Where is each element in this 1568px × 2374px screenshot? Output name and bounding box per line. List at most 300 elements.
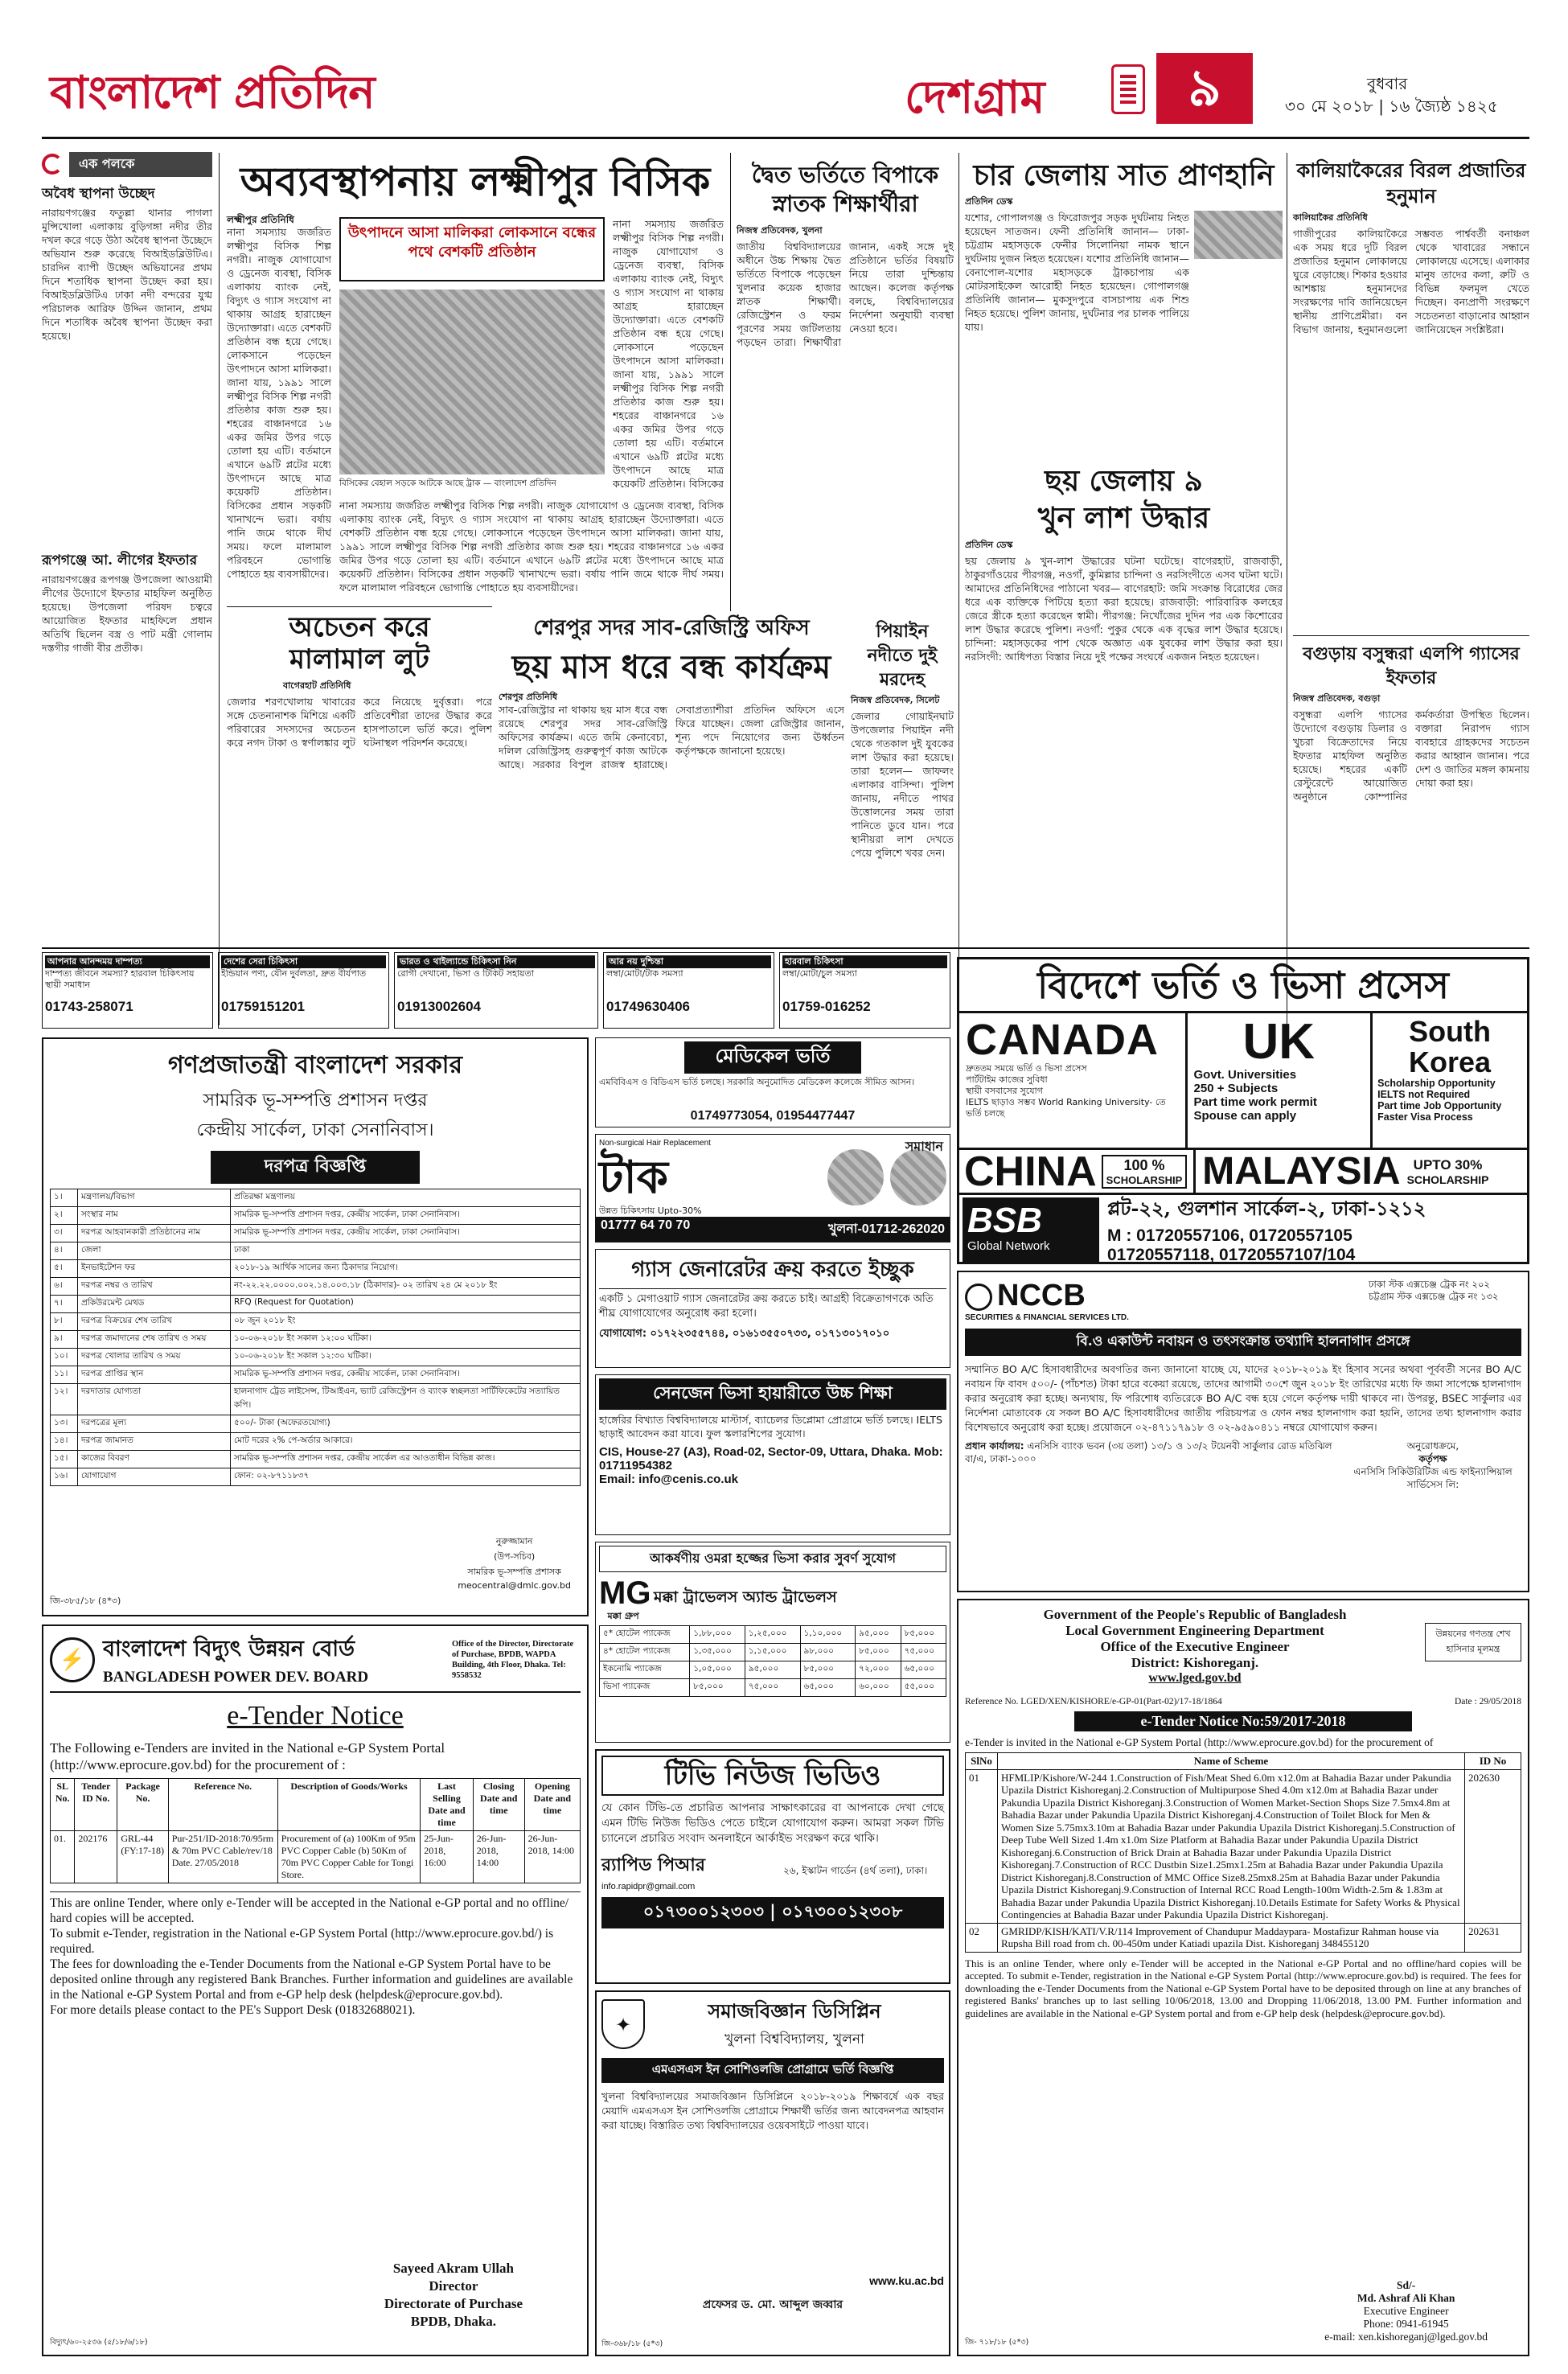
sign-request: অনুরোধক্রমে,	[1406, 1440, 1459, 1452]
tak-phone: 01777 64 70 70	[601, 1218, 691, 1232]
malaysia-sch-pct: UPTO 30%	[1413, 1156, 1483, 1173]
article-byline: শেরপুর প্রতিনিধি	[499, 692, 558, 702]
article-headline: দ্বৈত ভর্তিতে বিপাকে স্নাতক শিক্ষার্থীরা	[751, 162, 939, 217]
article-bisic	[227, 153, 724, 603]
table-header: Closing Date and time	[473, 1779, 524, 1831]
malaysia-scholarship	[1407, 1157, 1489, 1186]
classified-phone: 01913002604	[397, 999, 482, 1014]
classified-title: ভারত ও থাইল্যান্ডে চিকিৎসা নিন	[397, 955, 595, 968]
table-cell: Procurement of (a) 100Km of 95m PVC Copper Cable (b) 50Km of 70m PVC Copper Cable for Tongi Store.	[277, 1831, 420, 1883]
ku-signer: প্রফেসর ড. মো. আব্দুল জব্বার	[702, 2298, 844, 2311]
signer-email: meocentral@dmlc.gov.bd	[458, 1580, 571, 1591]
table-cell: 25-Jun-2018, 16:00	[421, 1831, 473, 1883]
china-sch-pct: 100 %	[1123, 1156, 1165, 1173]
table-cell: দরপত্র আহবানকারী প্রতিষ্ঠানের নাম	[78, 1225, 231, 1242]
page-number: ৯	[1156, 53, 1253, 124]
tvnews-body: যে কোন টিভি-তে প্রচারিত আপনার সাক্ষাৎকারের বা আপনাকে দেখা গেছে এমন টিভি নিউজ ভিডিও পেতে চাইলে যোগাযোগ করুন। আমরা সকল টিভি চ্যানেলে প্রচারিত সংবাদ অনলাইনে আর্কাইভ সংরক্ষণ করে থাকি।	[601, 1801, 944, 1845]
classified-body: রোগী দেখানো, ভিসা ও টিকিট সহায়তা	[397, 968, 534, 979]
china-label: CHINA	[964, 1148, 1097, 1195]
china-sch-label: SCHOLARSHIP	[1106, 1173, 1183, 1186]
table-cell: ৮৫,০০০	[856, 1644, 901, 1661]
schengen-visa-ad[interactable]	[595, 1374, 950, 1535]
table-cell: ৫৫,০০০	[901, 1679, 946, 1697]
table-cell: সামরিক ভূ-সম্পত্তি প্রশাসন দপ্তর, কেন্দ্রীয় সার্কেল এর আওতাধীন বিভিন্ন কাজ।	[231, 1451, 581, 1468]
hajj-company: মক্কা ট্রাভেলস অ্যান্ড ট্রাভেলস	[654, 1588, 837, 1606]
sidebar-item-body: নারায়ণগঞ্জের ফতুল্লা থানার পাগলা মুন্সিখোলা এলাকায় বুড়িগঙ্গা নদীর তীর দখল করে গড়ে উঠা অবৈধ স্থাপনা উচ্ছেদে অভিযান শুরু করেছে বিআইডব্লিউটিএ। চারদিন ব্যাপী উচ্ছেদ অভিযানের প্রথম দিনে শতাধিক স্থাপনা উচ্ছেদ করা হয়। বিআইডব্লিউটিএ ঢাকা নদী বন্দরের যুগ্ম পরিচালক আরিফ উদ্দিন জানান, প্রথম দিনে শতাধিক অবৈধ স্থাপনা উচ্ছেদ করা হয়েছে।	[42, 207, 212, 342]
table-cell: ১,৮৮,০০০	[690, 1626, 745, 1644]
korea-label: South	[1409, 1015, 1492, 1048]
table-cell: যোগাযোগ	[78, 1468, 231, 1486]
table-cell: ৩।	[51, 1225, 78, 1242]
table-cell: RFQ (Request for Quotation)	[231, 1296, 581, 1313]
tvnews-phone: ০১৭৩০০১২৩০৩ | ০১৭৩০০১২৩০৮	[601, 1897, 944, 1928]
lged-badge: উন্নয়নের গণতন্ত্র শেখ হাসিনার মূলমন্ত্র	[1425, 1623, 1521, 1661]
table-row	[51, 1831, 581, 1883]
bpdb-note: This are online Tender, where only e-Tender will be accepted in the National e-GP portal and no offline/ hard copies will be accepted.	[50, 1896, 569, 1925]
table-cell: হালনাগাদ ট্রেড লাইসেন্স, টিআইএন, ভ্যাট রেজিস্ট্রেশন ও ব্যাংক স্বচ্ছলতা সার্টিফিকেটের সত্যায়িত কপি।	[231, 1384, 581, 1415]
table-cell: ১০-০৬-২০১৮ ইং সকাল ১২:৩০ ঘটিকা।	[231, 1349, 581, 1366]
article-byline: নিজস্ব প্রতিবেদক, বগুড়া	[1293, 693, 1381, 704]
tender-title: দরপত্র বিজ্ঞপ্তি	[211, 1151, 420, 1184]
table-cell: ৯।	[51, 1331, 78, 1349]
table-cell: ৭।	[51, 1296, 78, 1313]
ku-banner: এমএসএস ইন সোশিওলজি প্রোগ্রামে ভর্তি বিজ্ঞপ্তি	[601, 2058, 944, 2083]
medical-body: এমবিবিএস ও বিডিএস ভর্তি চলছে। সরকারি অনুমোদিত মেডিকেল কলেজে সীমিত আসন।	[599, 1077, 915, 1087]
lged-intro: e-Tender is invited in the National e-GP System Portal (http://www.eprocure.gov.bd) for the procurement of	[965, 1736, 1434, 1748]
table-cell: ৪।	[51, 1242, 78, 1260]
table-cell: দরপত্র জামানত	[78, 1433, 231, 1451]
table-cell: 26-Jun-2018, 14:00	[524, 1831, 580, 1883]
table-row	[600, 1679, 946, 1697]
uk-point: Spouse can apply	[1193, 1109, 1297, 1123]
ad-phone: 01720557118, 01720557107/104	[1107, 1246, 1356, 1264]
table-header: Description of Goods/Works	[277, 1779, 420, 1831]
classified-body: লম্বা/মোটা/চুল সমস্যা	[782, 968, 857, 979]
article-photo	[339, 290, 605, 474]
article-headline: ছয় মাস ধরে বন্ধ কার্যক্রম	[511, 648, 831, 686]
lged-header: District: Kishoreganj.	[1131, 1655, 1259, 1670]
ad-title: বিদেশে ভর্তি ও ভিসা প্রসেস	[959, 959, 1527, 1013]
bpdb-intro: The Following e-Tenders are invited in the National e-GP System Portal (http://www.eprocure.gov.bd) for the procurement of :	[50, 1740, 445, 1772]
bpdb-ref: বিদ্যুৎ/৬০-২৫৩৬ (৫/১৮/৬/১৮)	[50, 2338, 148, 2347]
table-row	[51, 1260, 581, 1278]
table-row	[51, 1296, 581, 1313]
table-cell: ১৩।	[51, 1415, 78, 1433]
table-cell: ৮।	[51, 1313, 78, 1331]
nccb-logo-text: NCCB	[997, 1279, 1086, 1312]
bpdb-title: e-Tender Notice	[227, 1701, 404, 1731]
classified-phone: 01759151201	[221, 999, 306, 1014]
table-cell: ১২।	[51, 1384, 78, 1415]
schengen-body: হাঙ্গেরির বিখ্যাত বিশ্ববিদ্যালয়ে মাস্টার্স, ব্যাচেলর ডিপ্লোমা প্রোগ্রামে ভর্তি চলছে। IELTS ছাড়াই আবেদন করা যাবে। ফুল স্কলারশিপের সুযোগ।	[599, 1414, 942, 1440]
table-cell: ঢাকা	[231, 1242, 581, 1260]
article-headline: পিয়াইন নদীতে দুই মরদেহ	[867, 621, 938, 690]
table-row	[966, 1769, 1521, 1923]
lged-header: Government of the People's Republic of Bangladesh	[1043, 1607, 1347, 1622]
tak-warranty: উন্নত চিকিৎসায় Upto-30%	[599, 1205, 702, 1216]
tender-org-sub: সামরিক ভূ-সম্পত্তি প্রশাসন দপ্তর	[203, 1090, 428, 1111]
signer-email: e-mail: xen.kishoreganj@lged.gov.bd	[1324, 2331, 1488, 2343]
bpdb-note: The fees for downloading the e-Tender Documents from the National e-GP System Portal have to be deposited online through any registered Bank Branches. Further information and guidelines are available in the National e-GP System Portal and from e-GP help desk (helpdesk@eprocure.gov.bd).	[50, 1957, 573, 2002]
table-cell: প্রতিরক্ষা মন্ত্রণালয়	[231, 1189, 581, 1207]
table-cell: ৬৫,০০০	[800, 1679, 856, 1697]
classified-body: দাম্পত্য জীবনে সমস্যা? হারবাল চিকিৎসায় স্থায়ী সমাধান	[45, 968, 195, 990]
classified-title: আপনার আনন্দময় দাম্পত্য	[45, 955, 210, 968]
bpdb-table-body	[51, 1831, 581, 1883]
hajj-table	[599, 1625, 946, 1697]
tender-table-body	[51, 1189, 581, 1486]
korea-point: Part time Job Opportunity	[1377, 1100, 1502, 1111]
ku-logo: ✦	[601, 1999, 645, 2049]
study-abroad-ad[interactable]	[957, 957, 1529, 1264]
cse-trec: চট্টগ্রাম স্টক এক্সচেঞ্জ ট্রেক নং ১৩২	[1369, 1291, 1499, 1302]
medical-phone: 01749773054, 01954477447	[690, 1109, 856, 1123]
bpdb-name-en: BANGLADESH POWER DEV. BOARD	[103, 1669, 369, 1686]
table-cell: সামরিক ভূ-সম্পত্তি প্রশাসন দপ্তর, কেন্দ্রীয় সার্কেল, ঢাকা সেনানিবাস।	[231, 1207, 581, 1225]
lged-sd: Sd/-	[1396, 2279, 1416, 2291]
gov-tender-notice	[42, 1037, 589, 1616]
article-body: ছয় জেলায় ৯ খুন-লাশ উদ্ধারের ঘটনা ঘটেছে। বাগেরহাট, রাজবাড়ী, ঠাকুরগাঁওয়ের পীরগঞ্জ, নওগাঁ, কুমিল্লার চান্দিনা ও নরসিংদীতে এসব ঘটনা ঘটে। আমাদের প্রতিনিধিদের পাঠানো খবর— বাগেরহাট: জমি সংক্রান্ত বিরোধের জের ধরে এক ব্যক্তিকে পিটিয়ে হত্যা করা হয়েছে। রাজবাড়ী: পারিবারিক কলহের জেরে স্ত্রীকে হত্যা করেছেন স্বামী। পীরগঞ্জ: নিখোঁজের দুদিন পর এক কিশোরের লাশ উদ্ধার করেছে পুলিশ। নওগাঁ: পুকুর থেকে এক বৃদ্ধের লাশ উদ্ধার হয়েছে। চান্দিনা: মহাসড়কের পাশ থেকে অজ্ঞাত এক যুবকের লাশ উদ্ধার করা হয়। নরসিংদী: আধিপত্য বিস্তার নিয়ে দুই পক্ষের সংঘর্ষে একজন নিহত হয়েছেন।	[965, 555, 1283, 663]
bpdb-table	[50, 1778, 581, 1883]
article-byline: লক্ষ্মীপুর প্রতিনিধি	[227, 214, 294, 225]
lged-table	[965, 1752, 1521, 1953]
tvnews-email: info.rapidpr@gmail.com	[601, 1882, 696, 1891]
table-cell: নং-২২.২২.০০০০.০০২.১৪.০০৩.১৮ (ঠিকাদার)- ০২ তারিখ ২৪ মে ২০১৮ ইং	[231, 1278, 581, 1296]
section-icon	[1111, 64, 1145, 114]
article-bogura	[1293, 642, 1529, 947]
classified-title: আর নয় দুশ্চিন্তা	[606, 955, 771, 968]
lged-table-body	[966, 1769, 1521, 1952]
table-cell: মন্ত্রণালয়/বিভাগ	[78, 1189, 231, 1207]
article-byline: প্রতিদিন ডেস্ক	[965, 196, 1013, 207]
table-row	[600, 1644, 946, 1661]
table-cell: মোট দরের ২% পে-অর্ডার আকারে।	[231, 1433, 581, 1451]
table-cell: 01	[966, 1769, 998, 1923]
nccb-sub: SECURITIES & FINANCIAL SERVICES LTD.	[965, 1313, 1129, 1322]
article-body-continued: নানা সমস্যায় জর্জরিত লক্ষ্মীপুর বিসিক শিল্প নগরী। নাজুক যোগাযোগ ও ড্রেনেজ ব্যবস্থা, বিসিক এলাকায় ব্যাংক নেই, বিদ্যুৎ ও গ্যাস সংযোগ না থাকায় আগ্রহ হারাচ্ছেন উদ্যোক্তারা। এতে বেশকটি প্রতিষ্ঠান বন্ধ হয়ে গেছে। লোকসানে পড়েছেন উৎপাদনে আসা মালিকরা। জানা যায়, ১৯৯১ সালে লক্ষ্মীপুর বিসিক শিল্প নগরী প্রতিষ্ঠার কাজ শুরু হয়। শহরের বাঞ্চানগরে ১৬ একর জমির উপর গড়ে তোলা হয় এটি। বর্তমানে এখানে ৬৯টি প্লটের মধ্যে উৎপাদনে আছে মাত্র কয়েকটি প্রতিষ্ঠান। বিসিকের	[613, 218, 724, 490]
classified-body: ইন্ডিয়ান পণ্য, যৌন দুর্বলতা, দ্রুত বীর্যপাত	[221, 968, 367, 979]
tak-right: সমাধান	[905, 1139, 943, 1154]
table-cell: ৮৫,০০০	[901, 1626, 946, 1644]
table-row	[51, 1433, 581, 1451]
classified-ad[interactable]	[603, 952, 774, 1029]
table-cell: ১৬।	[51, 1468, 78, 1486]
ku-website[interactable]: www.ku.ac.bd	[869, 2274, 944, 2287]
photo-caption: বিসিকের বেহাল সড়কে আটকে আছে ট্রাক — বাংলাদেশ প্রতিদিন	[339, 478, 556, 488]
article-headline: কালিয়াকৈরের বিরল প্রজাতির হনুমান	[1296, 158, 1526, 207]
date-day: বুধবার	[1367, 74, 1408, 93]
uk-point: 250 + Subjects	[1193, 1082, 1279, 1095]
classified-phone: 01759-016252	[782, 999, 871, 1014]
canada-block	[959, 1013, 1188, 1148]
korea-label: Korea	[1409, 1045, 1492, 1078]
signer-phone: Phone: 0941-61945	[1363, 2318, 1449, 2330]
medical-admission-ad[interactable]	[595, 1037, 950, 1127]
uk-point: Part time work permit	[1193, 1095, 1317, 1109]
table-cell: প্রকিউরমেন্ট মেথড	[78, 1296, 231, 1313]
tender-org: গণপ্রজাতন্ত্রী বাংলাদেশ সরকার	[168, 1051, 462, 1079]
article-piyain	[851, 619, 954, 941]
nccb-logo	[965, 1279, 1369, 1313]
date-full: ৩০ মে ২০১৮ | ১৬ জ্যৈষ্ঠ ১৪২৫	[1285, 97, 1498, 116]
classified-ad[interactable]	[42, 952, 213, 1029]
table-cell: দরপত্রের মূল্য	[78, 1415, 231, 1433]
tak-phone-khulna: খুলনা-01712-262020	[827, 1222, 945, 1236]
article-headline: ছয় জেলায় ৯ খুন লাশ উদ্ধার	[1037, 464, 1210, 535]
table-cell: 202176	[75, 1831, 117, 1883]
article-headline: অব্যবস্থাপনায় লক্ষ্মীপুর বিসিক	[240, 158, 711, 205]
table-row	[51, 1366, 581, 1384]
article-byline: নিজস্ব প্রতিবেদক, সিলেট	[851, 695, 940, 705]
article-body-bottom: নানা সমস্যায় জর্জরিত লক্ষ্মীপুর বিসিক শিল্প নগরী। নাজুক যোগাযোগ ও ড্রেনেজ ব্যবস্থা, বিসিক এলাকায় ব্যাংক নেই, বিদ্যুৎ ও গ্যাস সংযোগ না থাকায় আগ্রহ হারাচ্ছেন উদ্যোক্তারা। এতে বেশকটি প্রতিষ্ঠান বন্ধ হয়ে গেছে। লোকসানে পড়েছেন উৎপাদনে আসা মালিকরা। জানা যায়, ১৯৯১ সালে লক্ষ্মীপুর বিসিক শিল্প নগরী প্রতিষ্ঠার কাজ শুরু হয়। শহরের বাঞ্চানগরে ১৬ একর জমির উপর গড়ে তোলা হয় এটি। বর্তমানে এখানে ৬৯টি প্লটের মধ্যে উৎপাদনে আছে মাত্র কয়েকটি প্রতিষ্ঠান। বিসিকের প্রধান সড়কটি খানাখন্দে ভরা। বর্ষায় পানি জমে থাকে দীর্ঘ সময়। ফলে মালামাল পরিবহনে ভোগান্তি পোহাতে হয় ব্যবসায়ীদের।	[339, 499, 724, 594]
table-cell: ১,১০,০০০	[800, 1626, 856, 1644]
table-cell: ১।	[51, 1189, 78, 1207]
table-cell: 02	[966, 1923, 998, 1952]
article-hanuman	[1293, 153, 1529, 627]
bpdb-note: For more details please contact to the PE's Support Desk (01832688021).	[50, 2003, 416, 2017]
article-chhoy-jela	[965, 462, 1283, 945]
nccb-banner: বি.ও একাউন্ট নবায়ন ও তৎসংক্রান্ত তথ্যাদি হালনাগাদ প্রসঙ্গে	[965, 1329, 1521, 1356]
canada-point: দ্রুততম সময়ে ভর্তি ও ভিসা প্রসেস	[966, 1063, 1087, 1074]
nccb-body: সম্মানিত BO A/C হিসাবধারীদের অবগতির জন্য জানানো যাচ্ছে যে, যাদের ২০১৮-২০১৯ ইং হিসাব সনের অথবা পূর্ববর্তী সনের BO A/C নবায়ন ফি বাবদ ৫০০/- (পাঁচশত) টাকা হারে বকেয়া রয়েছে, তাদের আগামী ৩০শে জুন ২০১৮ ইং তারিখের মধ্যে ফি জমা সাপেক্ষে হালনাগাদ করার অনুরোধ করা হচ্ছে। অন্যথায়, ফি পরিশোধ ব্যতিরেকে BO A/C বন্ধ হয়ে গেলে কর্তৃপক্ষ দায়ী থাকবে না। উপরন্তু, BSEC সার্কুলার এর নির্দেশনা মোতাবেক যে সকল BO A/C হিসাবধারীদের জাতীয় পরিচয়পত্র ও ফোন নম্বর হালনাগাদ করা হয়নি, তাদের তথ্য হালনাগাদ করার বিশেষভাবে অনুরোধ করা হচ্ছে। প্রয়োজনে ০২-৪৭১১৭৯১৮ ও ০২-৯৫৯০৪১১ নম্বরে যোগাযোগ করুন।	[965, 1363, 1521, 1433]
lged-table-head	[966, 1753, 1521, 1770]
bpdb-logo: ⚡	[50, 1637, 95, 1682]
classified-ad[interactable]	[218, 952, 389, 1029]
tender-org-sub: কেন্দ্রীয় সার্কেল, ঢাকা সেনানিবাস।	[196, 1120, 434, 1140]
sign-org: এনসিসি সিকিউরিটিজ এন্ড ফাইন্যান্সিয়াল সার্ভিসেস লি:	[1353, 1466, 1513, 1490]
table-header: Name of Scheme	[998, 1753, 1465, 1770]
table-cell: সামরিক ভূ-সম্পত্তি প্রশাসন দপ্তর, কেন্দ্রীয় সার্কেল, ঢাকা সেনানিবাস।	[231, 1366, 581, 1384]
bsb-brand: BSB	[967, 1201, 1042, 1240]
classified-title: দেশের সেরা চিকিৎসা	[221, 955, 386, 968]
classified-ad[interactable]	[779, 952, 950, 1029]
hair-replacement-ad[interactable]	[595, 1134, 950, 1242]
uk-point: Govt. Universities	[1193, 1068, 1297, 1082]
sidebar	[42, 153, 212, 1025]
korea-point: Faster Visa Process	[1377, 1111, 1473, 1123]
spiral-icon	[42, 154, 63, 175]
lged-header: Local Government Engineering Department	[1065, 1623, 1324, 1638]
lged-date: Date : 29/05/2018	[1454, 1697, 1521, 1707]
ku-title: সমাজবিজ্ঞান ডিসিপ্লিন	[708, 1999, 881, 2023]
article-headline: অচেতন করে মালামাল লুট	[289, 611, 430, 676]
table-cell: 202631	[1465, 1923, 1521, 1952]
table-cell: 26-Jun-2018, 14:00	[473, 1831, 524, 1883]
table-cell: 202630	[1465, 1769, 1521, 1923]
masthead	[0, 0, 1568, 153]
bsb-logo	[963, 1197, 1099, 1262]
article-kicker: শেরপুর সদর সাব-রেজিস্ট্রি অফিস	[533, 616, 810, 640]
hajj-group: মক্কা গ্রুপ	[607, 1611, 639, 1621]
table-row	[51, 1331, 581, 1349]
table-row	[51, 1451, 581, 1468]
table-row	[600, 1626, 946, 1644]
table-row	[600, 1661, 946, 1679]
ku-ref: জি-৩৬৮/১৮ (৫*৩)	[601, 2339, 663, 2348]
table-header-row	[51, 1779, 581, 1831]
article-body: জেলার শরণখোলায় খাবারের সঙ্গে চেতনানাশক মিশিয়ে একটি পরিবারের সদস্যদের অচেতন করে নগদ টাকা ও স্বর্ণালঙ্কার লুট করে নিয়েছে দুর্বৃত্তরা। পরে প্রতিবেশীরা তাদের উদ্ধার করে হাসপাতালে ভর্তি করে। পুলিশ ঘটনাস্থল পরিদর্শন করেছে।	[227, 696, 492, 749]
article-dwaito	[737, 153, 954, 603]
article-body: নানা সমস্যায় জর্জরিত লক্ষ্মীপুর বিসিক শিল্প নগরী। নাজুক যোগাযোগ ও ড্রেনেজ ব্যবস্থা, বিসিক এলাকায় ব্যাংক নেই, বিদ্যুৎ ও গ্যাস সংযোগ না থাকায় আগ্রহ হারাচ্ছেন উদ্যোক্তারা। এতে বেশকটি প্রতিষ্ঠান বন্ধ হয়ে গেছে। লোকসানে পড়েছেন উৎপাদনে আসা মালিকরা। জানা যায়, ১৯৯১ সালে লক্ষ্মীপুর বিসিক শিল্প নগরী প্রতিষ্ঠার কাজ শুরু হয়। শহরের বাঞ্চানগরে ১৬ একর জমির উপর গড়ে তোলা হয় এটি। বর্তমানে এখানে ৬৯টি প্লটের মধ্যে উৎপাদনে আছে মাত্র কয়েকটি প্রতিষ্ঠান। বিসিকের প্রধান সড়কটি খানাখন্দে ভরা। বর্ষায় পানি জমে থাকে দীর্ঘ সময়। ফলে মালামাল পরিবহনে ভোগান্তি পোহাতে হয় ব্যবসায়ীদের।	[227, 226, 331, 579]
ku-subtitle: খুলনা বিশ্ববিদ্যালয়, খুলনা	[724, 2031, 864, 2047]
tvnews-title: টিভি নিউজ ভিডিও	[601, 1756, 944, 1796]
table-cell: ভিসা প্যাকেজ	[600, 1679, 690, 1697]
table-row	[51, 1278, 581, 1296]
signer-name: Sayeed Akram Ullah	[392, 2261, 515, 2276]
table-cell: ০৮ জুন ২০১৮ ইং	[231, 1313, 581, 1331]
table-cell: ইনভাইটেশন ফর	[78, 1260, 231, 1278]
classified-body: লম্বা/মোটা/টাক সমস্যা	[606, 968, 683, 979]
table-cell: ১১।	[51, 1366, 78, 1384]
table-cell: Pur-251/ID-2018:70/95rm & 70m PVC Cable/rev/18 Date. 27/05/2018	[168, 1831, 277, 1883]
table-row	[51, 1242, 581, 1260]
table-cell: ৪* হোটেল প্যাকেজ	[600, 1644, 690, 1661]
tak-sub: Non-surgical Hair Replacement	[599, 1139, 711, 1148]
signer-org: সামরিক ভূ-সম্পত্তি প্রশাসক	[467, 1567, 561, 1577]
table-cell: ১,৩৫,০০০	[690, 1644, 745, 1661]
classified-title: হারবাল চিকিৎসা	[782, 955, 947, 968]
table-row	[51, 1468, 581, 1486]
table-cell: ৬।	[51, 1278, 78, 1296]
table-cell: ইকনোমি প্যাকেজ	[600, 1661, 690, 1679]
malaysia-sch-label: SCHOLARSHIP	[1406, 1173, 1489, 1186]
sidebar-item-head: অবৈধ স্থাপনা উচ্ছেদ	[42, 186, 155, 202]
article-byline: কালিয়াকৈর প্রতিনিধি	[1293, 212, 1368, 223]
dse-trec: ঢাকা স্টক এক্সচেঞ্জ ট্রেক নং ২০২	[1369, 1279, 1490, 1290]
table-cell: ১০।	[51, 1349, 78, 1366]
table-cell: ৯৮,০০০	[800, 1644, 856, 1661]
article-sat-jela	[965, 153, 1283, 458]
table-cell: ৫০০/- টাকা (অফেরতযোগ্য)	[231, 1415, 581, 1433]
generator-title: গ্যাস জেনারেটর ক্রয় করতে ইচ্ছুক	[599, 1253, 946, 1289]
bpdb-table-head	[51, 1779, 581, 1831]
canada-point: IELTS ছাড়াও সম্ভব World Ranking University- তে ভর্তি চলছে	[966, 1097, 1166, 1119]
ku-sociology-ad[interactable]	[595, 1990, 950, 2356]
table-cell: কাজের বিবরণ	[78, 1451, 231, 1468]
article-inset	[339, 217, 605, 281]
table-cell: ১০-০৬-২০১৮ ইং সকাল ১২:০০ ঘটিকা।	[231, 1331, 581, 1349]
table-header-row	[966, 1753, 1521, 1770]
table-cell: ৮৫,০০০	[690, 1679, 745, 1697]
nccb-logo-mark	[965, 1284, 992, 1311]
hajj-umrah-ad[interactable]	[595, 1542, 950, 1743]
lged-title: e-Tender Notice No:59/2017-2018	[1074, 1711, 1412, 1731]
sidebar-item-body: নারায়ণগঞ্জের রূপগঞ্জ উপজেলা আওয়ামী লীগের উদ্যোগে ইফতার মাহফিল অনুষ্ঠিত হয়েছে। উপজেলা পরিষদ চত্বরে আয়োজিত ইফতার মাহফিলে প্রধান অতিথি ছিলেন বস্ত্র ও পাট মন্ত্রী গোলাম দস্তগীর গাজী বীর প্রতীক।	[42, 573, 212, 654]
classified-ad[interactable]	[394, 952, 598, 1029]
table-cell: GRL-44 (FY:17-18)	[117, 1831, 168, 1883]
classified-phone: 01749630406	[606, 999, 691, 1014]
table-cell: ১৫।	[51, 1451, 78, 1468]
table-cell: সামরিক ভূ-সম্পত্তি প্রশাসন দপ্তর, কেন্দ্রীয় সার্কেল, ঢাকা সেনানিবাস।	[231, 1225, 581, 1242]
schengen-address: CIS, House-27 (A3), Road-02, Sector-09, Uttara, Dhaka. Mob: 01711954382	[599, 1445, 943, 1472]
table-row	[51, 1415, 581, 1433]
table-cell: GMRIDP/KISH/KATI/V.R/114 Improvement of Chandupur Maddaypara- Mostafizur Rahman house via Rupsha Bill road from ch. 00-450m under Katiadi upazila Dist. Kishoreganj 348455120	[998, 1923, 1465, 1952]
bpdb-name-bn: বাংলাদেশ বিদ্যুৎ উন্নয়ন বোর্ড	[103, 1637, 355, 1661]
ad-phone: M : 01720557106, 01720557105	[1107, 1226, 1353, 1245]
china-scholarship	[1102, 1155, 1188, 1189]
korea-point: IELTS not Required	[1377, 1089, 1471, 1100]
tender-ref: জি-৩৮৫/১৮ (৪*৩)	[50, 1596, 121, 1606]
tv-news-video-ad[interactable]	[595, 1749, 950, 1984]
tvnews-address: ২৬, ইস্কাটন গার্ডেন (৪র্থ তলা), ঢাকা।	[783, 1864, 928, 1876]
table-header: Tender ID No.	[75, 1779, 117, 1831]
lged-header: Office of the Executive Engineer	[1100, 1639, 1290, 1654]
canada-point: স্থায়ী বসবাসের সুযোগ	[966, 1086, 1043, 1096]
article-sherpur	[499, 611, 844, 941]
schengen-email: Email: info@cenis.co.uk	[599, 1472, 738, 1486]
signer-title: Director	[429, 2278, 478, 2294]
nccb-notice	[957, 1271, 1529, 1592]
medical-title: মেডিকেল ভর্তি	[684, 1041, 861, 1074]
table-cell: ৬৫,০০০	[901, 1661, 946, 1679]
article-body: জাতীয় বিশ্ববিদ্যালয়ের অধীনে উচ্চ শিক্ষায় দ্বৈত ভর্তিতে বিপাকে পড়েছেন খুলনার কয়েক হাজার স্নাতক শিক্ষার্থী। রেজিস্ট্রেশন ও ফরম পূরণের সময় জটিলতায় পড়ছেন তারা। শিক্ষার্থীরা জানান, একই সঙ্গে দুই প্রতিষ্ঠানে ভর্তির বিষয়টি নিয়ে তারা দুশ্চিন্তায় আছেন। কলেজ কর্তৃপক্ষ বলছে, বিশ্ববিদ্যালয়ের নির্দেশনা অনুযায়ী ব্যবস্থা নেওয়া হবে।	[737, 240, 954, 348]
sidebar-header	[42, 153, 212, 175]
table-header: SlNo	[966, 1753, 998, 1770]
sidebar-item-head: রূপগঞ্জে আ. লীগের ইফতার	[42, 552, 198, 569]
canada-point: পার্টটাইম কাজের সুবিধা	[966, 1074, 1048, 1085]
article-photo	[1194, 211, 1283, 259]
uk-block	[1188, 1013, 1373, 1148]
classified-phone: 01743-258071	[45, 999, 133, 1014]
uk-label: UK	[1242, 1014, 1316, 1070]
gas-generator-ad[interactable]	[595, 1249, 950, 1368]
section-title: দেশগ্রাম	[905, 71, 1045, 124]
table-cell: দরদাতার যোগ্যতা	[78, 1384, 231, 1415]
table-header: Reference No.	[168, 1779, 277, 1831]
office-label: প্রধান কার্যালয়:	[965, 1440, 1024, 1452]
table-row	[51, 1349, 581, 1366]
table-header: Package No.	[117, 1779, 168, 1831]
table-cell: ১,০৫,০০০	[690, 1661, 745, 1679]
sidebar-label: এক পলকে	[69, 152, 212, 177]
newspaper-logo: বাংলাদেশ প্রতিদিন	[50, 66, 375, 119]
table-cell: ৭২,০০০	[856, 1661, 901, 1679]
table-row	[51, 1313, 581, 1331]
table-cell: দরপত্র বিক্রয়ের শেষ তারিখ	[78, 1313, 231, 1331]
table-cell: দরপত্র নম্বর ও তারিখ	[78, 1278, 231, 1296]
table-cell: ৫।	[51, 1260, 78, 1278]
table-cell: ৯৫,০০০	[745, 1661, 800, 1679]
lged-website[interactable]: www.lged.gov.bd	[1148, 1671, 1242, 1685]
article-headline: বগুড়ায় বসুন্ধরা এলপি গ্যাসের ইফতার	[1303, 643, 1520, 688]
table-row	[51, 1189, 581, 1207]
bpdb-office: Office of the Director, Directorate of Purchase, BPDB, WAPDA Building, 4th Floor, Dhaka. Tel: 9558532	[452, 1639, 574, 1680]
table-cell: ৮৫,০০০	[800, 1661, 856, 1679]
bpdb-note: To submit e-Tender, registration in the National e-GP System Portal (http://www.eprocure.gov.bd/) is required.	[50, 1927, 554, 1956]
signer-title: Executive Engineer	[1363, 2305, 1449, 2317]
table-row	[51, 1384, 581, 1415]
tak-title: টাক	[599, 1151, 668, 1204]
table-cell: সংস্থার নাম	[78, 1207, 231, 1225]
table-header: Last Selling Date and time	[421, 1779, 473, 1831]
ad-address: প্লট-২২, গুলশান সার্কেল-২, ঢাকা-১২১২	[1107, 1197, 1426, 1220]
article-body: জেলার গোয়াইনঘাট উপজেলার পিয়াইন নদী থেকে গতকাল দুই যুবকের লাশ উদ্ধার করা হয়েছে। তারা হলেন— জাফলং এলাকার বাসিন্দা। পুলিশ জানায়, নদীতে পাথর উত্তোলনের সময় তারা পানিতে ডুবে যান। পরে স্থানীয়রা লাশ দেখতে পেয়ে পুলিশে খবর দেন।	[851, 710, 954, 859]
bpdb-tender-notice	[42, 1624, 589, 2356]
article-body: বসুন্ধরা এলপি গ্যাসের উদ্যোগে বগুড়ায় ডিলার ও খুচরা বিক্রেতাদের নিয়ে ইফতার মাহফিল অনুষ্ঠিত হয়েছে। শহরের একটি রেস্টুরেন্টে আয়োজিত অনুষ্ঠানে কোম্পানির কর্মকর্তারা উপস্থিত ছিলেন। বক্তারা নিরাপদ গ্যাস ব্যবহারে গ্রাহকদের সচেতন করার আহ্বান জানান। পরে দেশ ও জাতির মঙ্গল কামনায় দোয়া করা হয়।	[1293, 709, 1529, 803]
table-header: SL No.	[51, 1779, 75, 1831]
table-cell: ৬০,০০০	[856, 1679, 901, 1697]
hajj-table-body	[600, 1626, 946, 1697]
lged-notes: This is an online Tender, where only e-Tender will be accepted in the National e-GP Portal and no offline/hard copies will be accepted. To submit e-Tender, registration in the National e-GP System Portal (http://www.eprocure.gov.bd) is required. The fees for downloading the e-Tender Documents from the National e-GP System Portal have to be deposited through on line at any branches of registered Banks' branches up to last selling 10/06/2018, 13.00 and Dropping 11/06/2018, 13.00 PM. Further information and guidelines are available in the National e-GP System portal and from e-GP help desk (helpdesk@eprocure.gov.bd).	[965, 1957, 1521, 2019]
signer-org: BPDB, Dhaka.	[410, 2314, 497, 2329]
sign-authority: কর্তৃপক্ষ	[1418, 1453, 1447, 1464]
tender-table	[50, 1189, 581, 1486]
table-cell: ১,২৫,০০০	[745, 1626, 800, 1644]
lged-reference: Reference No. LGED/XEN/KISHORE/e-GP-01(Part-02)/17-18/1864	[965, 1697, 1222, 1707]
office-address: এনসিসি ব্যাংক ভবন (৩য় তলা) ১৩/১ ও ১৩/২ টয়েনবী সার্কুলার রোড মতিঝিল বা/এ, ঢাকা-১০০০	[965, 1440, 1332, 1464]
tvnews-brand: র‍্যাপিড পিআর	[601, 1854, 705, 1875]
table-cell: ৫* হোটেল প্যাকেজ	[600, 1626, 690, 1644]
